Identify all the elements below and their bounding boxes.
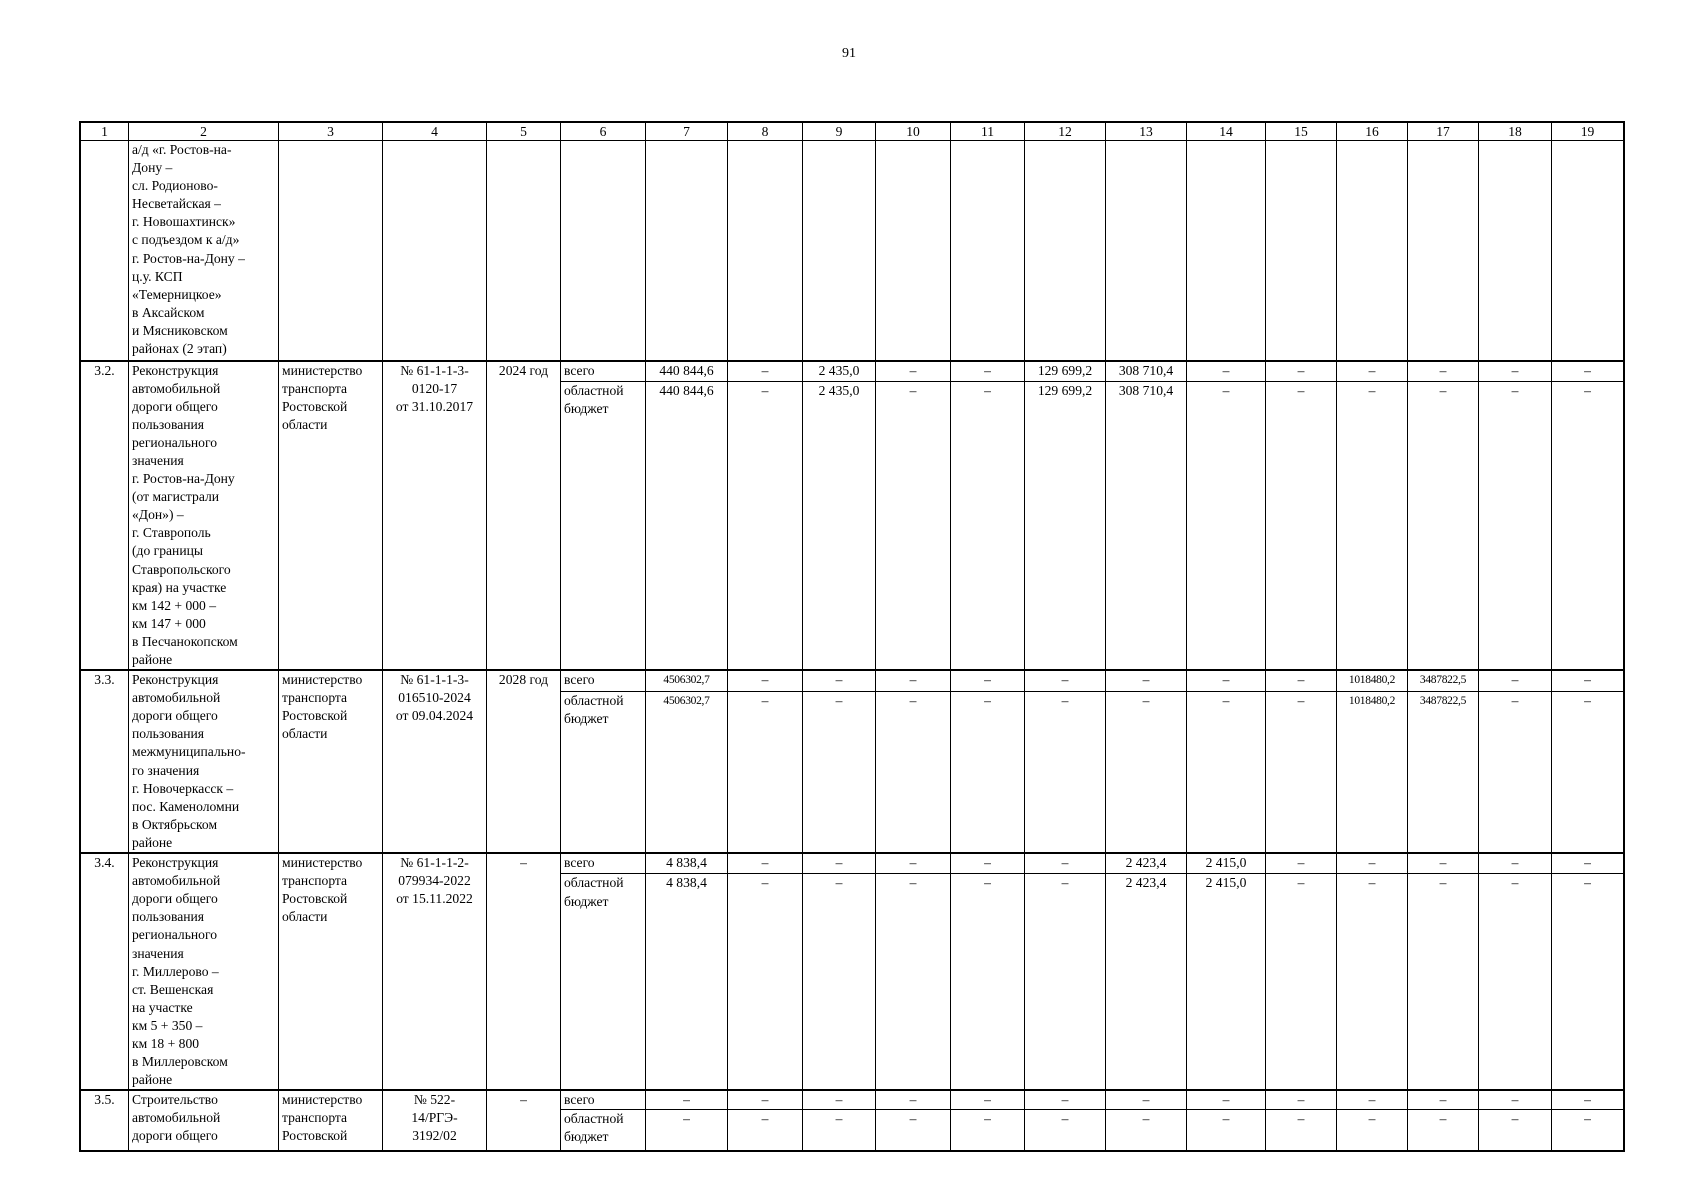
column-header-5: 5	[487, 123, 561, 141]
source-budget-label: областной бюджет	[561, 382, 646, 670]
value-budget-col-14: 2 415,0	[1187, 874, 1266, 1090]
column-header-12: 12	[1025, 123, 1106, 141]
object-name: Реконструкция автомобильной дороги общего пользования регионального значения г. Ростов-на-Дону (от магистрали «Дон») – г. Ставрополь (до границы Ставропольского края) на участке км 142 + 000 – км 147 + 000 в Песчанокопском районе	[129, 361, 279, 671]
value-budget-col-8: –	[728, 691, 803, 853]
value-total-col-11: –	[951, 361, 1025, 382]
value-total-col-15: –	[1266, 361, 1337, 382]
value-total-col-16: 1018480,2	[1337, 670, 1408, 691]
value-budget-col-18: –	[1479, 691, 1552, 853]
project-document: № 61-1-1-3- 016510-2024 от 09.04.2024	[383, 670, 487, 853]
executor: министерство транспорта Ростовской области	[279, 361, 383, 671]
column-header-7: 7	[646, 123, 728, 141]
column-header-16: 16	[1337, 123, 1408, 141]
value-budget-col-11: –	[951, 382, 1025, 670]
value-total-col-14: 2 415,0	[1187, 853, 1266, 874]
value-budget-col-8: –	[728, 382, 803, 670]
value-budget-col-13: –	[1106, 691, 1187, 853]
value-total-col-18: –	[1479, 1090, 1552, 1110]
continuation-name: а/д «г. Ростов-на- Дону – сл. Родионово- Несветайская – г. Новошахтинск» с подъездом к а/д» г. Ростов-на-Дону – ц.у. КСП «Темерницкое» в Аксайском и Мясниковском районах (2 этап)	[129, 141, 279, 361]
value-total-col-7: 4 838,4	[646, 853, 728, 874]
table-row	[81, 670, 1624, 691]
value-total-col-9: –	[803, 1090, 876, 1110]
value-total-col-18: –	[1479, 670, 1552, 691]
column-header-13: 13	[1106, 123, 1187, 141]
column-header-15: 15	[1266, 123, 1337, 141]
value-total-col-19: –	[1552, 361, 1624, 382]
value-budget-col-15: –	[1266, 382, 1337, 670]
value-budget-col-13: 2 423,4	[1106, 874, 1187, 1090]
value-total-col-8: –	[728, 1090, 803, 1110]
table-body	[81, 123, 1624, 1151]
value-budget-col-19: –	[1552, 1110, 1624, 1151]
column-header-3: 3	[279, 123, 383, 141]
value-budget-col-14: –	[1187, 382, 1266, 670]
value-budget-col-17: –	[1408, 382, 1479, 670]
value-budget-col-14: –	[1187, 1110, 1266, 1151]
value-total-col-17: –	[1408, 853, 1479, 874]
value-budget-col-9: 2 435,0	[803, 382, 876, 670]
source-budget-label: областной бюджет	[561, 874, 646, 1090]
value-budget-col-8: –	[728, 1110, 803, 1151]
value-total-col-8: –	[728, 361, 803, 382]
value-budget-col-7: 4506302,7	[646, 691, 728, 853]
value-total-col-15: –	[1266, 853, 1337, 874]
value-budget-col-15: –	[1266, 691, 1337, 853]
value-budget-col-7: 4 838,4	[646, 874, 728, 1090]
object-name: Реконструкция автомобильной дороги общего пользования межмуниципально- го значения г. Новочеркасск – пос. Каменоломни в Октябрьском районе	[129, 670, 279, 853]
value-total-col-16: –	[1337, 1090, 1408, 1110]
column-header-19: 19	[1552, 123, 1624, 141]
value-budget-col-12: –	[1025, 1110, 1106, 1151]
value-total-col-7: 4506302,7	[646, 670, 728, 691]
value-total-col-8: –	[728, 670, 803, 691]
source-total-label: всего	[561, 361, 646, 382]
column-header-14: 14	[1187, 123, 1266, 141]
object-name: Строительство автомобильной дороги общего	[129, 1090, 279, 1151]
value-budget-col-12: –	[1025, 691, 1106, 853]
value-budget-col-13: –	[1106, 1110, 1187, 1151]
value-total-col-9: 2 435,0	[803, 361, 876, 382]
value-total-col-15: –	[1266, 1090, 1337, 1110]
value-budget-col-18: –	[1479, 874, 1552, 1090]
value-total-col-10: –	[876, 361, 951, 382]
value-total-col-12: –	[1025, 853, 1106, 874]
value-total-col-8: –	[728, 853, 803, 874]
column-header-4: 4	[383, 123, 487, 141]
column-header-10: 10	[876, 123, 951, 141]
value-total-col-19: –	[1552, 1090, 1624, 1110]
project-document: № 522- 14/РГЭ- 3192/02	[383, 1090, 487, 1151]
value-budget-col-12: 129 699,2	[1025, 382, 1106, 670]
value-budget-col-16: 1018480,2	[1337, 691, 1408, 853]
continuation-row	[81, 141, 1624, 361]
object-name: Реконструкция автомобильной дороги общего пользования регионального значения г. Миллерово – ст. Вешенская на участке км 5 + 350 – км 18 + 800 в Миллеровском районе	[129, 853, 279, 1090]
financing-table	[80, 122, 1624, 1151]
value-total-col-10: –	[876, 670, 951, 691]
column-header-6: 6	[561, 123, 646, 141]
value-total-col-9: –	[803, 670, 876, 691]
value-budget-col-7: 440 844,6	[646, 382, 728, 670]
column-header-18: 18	[1479, 123, 1552, 141]
value-budget-col-19: –	[1552, 874, 1624, 1090]
source-budget-label: областной бюджет	[561, 1110, 646, 1151]
executor: министерство транспорта Ростовской области	[279, 670, 383, 853]
source-total-label: всего	[561, 1090, 646, 1110]
value-budget-col-8: –	[728, 874, 803, 1090]
header-row	[81, 123, 1624, 141]
value-total-col-15: –	[1266, 670, 1337, 691]
row-number: 3.2.	[81, 361, 129, 671]
column-header-8: 8	[728, 123, 803, 141]
value-total-col-11: –	[951, 853, 1025, 874]
value-budget-col-17: –	[1408, 874, 1479, 1090]
value-total-col-17: 3487822,5	[1408, 670, 1479, 691]
value-budget-col-16: –	[1337, 382, 1408, 670]
value-total-col-17: –	[1408, 1090, 1479, 1110]
value-budget-col-15: –	[1266, 874, 1337, 1090]
table-row	[81, 361, 1624, 382]
column-header-1: 1	[81, 123, 129, 141]
column-header-11: 11	[951, 123, 1025, 141]
value-budget-col-17: –	[1408, 1110, 1479, 1151]
value-budget-col-18: –	[1479, 382, 1552, 670]
page-number: 91	[842, 46, 856, 61]
completion-year: –	[487, 853, 561, 1090]
completion-year: 2024 год	[487, 361, 561, 671]
value-total-col-17: –	[1408, 361, 1479, 382]
value-total-col-12: –	[1025, 1090, 1106, 1110]
project-document: № 61-1-1-2- 079934-2022 от 15.11.2022	[383, 853, 487, 1090]
source-budget-label: областной бюджет	[561, 691, 646, 853]
source-total-label: всего	[561, 670, 646, 691]
value-total-col-19: –	[1552, 853, 1624, 874]
row-number: 3.5.	[81, 1090, 129, 1151]
value-budget-col-10: –	[876, 691, 951, 853]
value-budget-col-19: –	[1552, 382, 1624, 670]
value-budget-col-16: –	[1337, 1110, 1408, 1151]
value-total-col-12: 129 699,2	[1025, 361, 1106, 382]
column-header-17: 17	[1408, 123, 1479, 141]
value-total-col-18: –	[1479, 361, 1552, 382]
value-budget-col-12: –	[1025, 874, 1106, 1090]
column-header-9: 9	[803, 123, 876, 141]
value-total-col-13: –	[1106, 1090, 1187, 1110]
executor: министерство транспорта Ростовской области	[279, 853, 383, 1090]
value-total-col-7: –	[646, 1090, 728, 1110]
value-budget-col-15: –	[1266, 1110, 1337, 1151]
value-budget-col-17: 3487822,5	[1408, 691, 1479, 853]
value-total-col-13: 2 423,4	[1106, 853, 1187, 874]
value-total-col-9: –	[803, 853, 876, 874]
value-total-col-14: –	[1187, 670, 1266, 691]
value-budget-col-11: –	[951, 1110, 1025, 1151]
value-budget-col-11: –	[951, 874, 1025, 1090]
table-row	[81, 1090, 1624, 1110]
value-total-col-12: –	[1025, 670, 1106, 691]
value-total-col-13: –	[1106, 670, 1187, 691]
value-total-col-11: –	[951, 670, 1025, 691]
value-total-col-10: –	[876, 1090, 951, 1110]
value-budget-col-11: –	[951, 691, 1025, 853]
value-budget-col-14: –	[1187, 691, 1266, 853]
value-budget-col-10: –	[876, 382, 951, 670]
value-total-col-7: 440 844,6	[646, 361, 728, 382]
value-budget-col-19: –	[1552, 691, 1624, 853]
value-total-col-13: 308 710,4	[1106, 361, 1187, 382]
column-header-2: 2	[129, 123, 279, 141]
value-budget-col-10: –	[876, 874, 951, 1090]
row-number: 3.4.	[81, 853, 129, 1090]
value-budget-col-9: –	[803, 874, 876, 1090]
executor: министерство транспорта Ростовской	[279, 1090, 383, 1151]
value-total-col-11: –	[951, 1090, 1025, 1110]
value-total-col-18: –	[1479, 853, 1552, 874]
row-number: 3.3.	[81, 670, 129, 853]
value-budget-col-9: –	[803, 1110, 876, 1151]
value-total-col-16: –	[1337, 361, 1408, 382]
completion-year: 2028 год	[487, 670, 561, 853]
value-budget-col-16: –	[1337, 874, 1408, 1090]
value-budget-col-10: –	[876, 1110, 951, 1151]
value-total-col-14: –	[1187, 1090, 1266, 1110]
value-total-col-14: –	[1187, 361, 1266, 382]
value-total-col-19: –	[1552, 670, 1624, 691]
source-total-label: всего	[561, 853, 646, 874]
value-budget-col-18: –	[1479, 1110, 1552, 1151]
project-document: № 61-1-1-3- 0120-17 от 31.10.2017	[383, 361, 487, 671]
value-total-col-10: –	[876, 853, 951, 874]
table-row	[81, 853, 1624, 874]
value-total-col-16: –	[1337, 853, 1408, 874]
completion-year: –	[487, 1090, 561, 1151]
value-budget-col-7: –	[646, 1110, 728, 1151]
value-budget-col-13: 308 710,4	[1106, 382, 1187, 670]
value-budget-col-9: –	[803, 691, 876, 853]
